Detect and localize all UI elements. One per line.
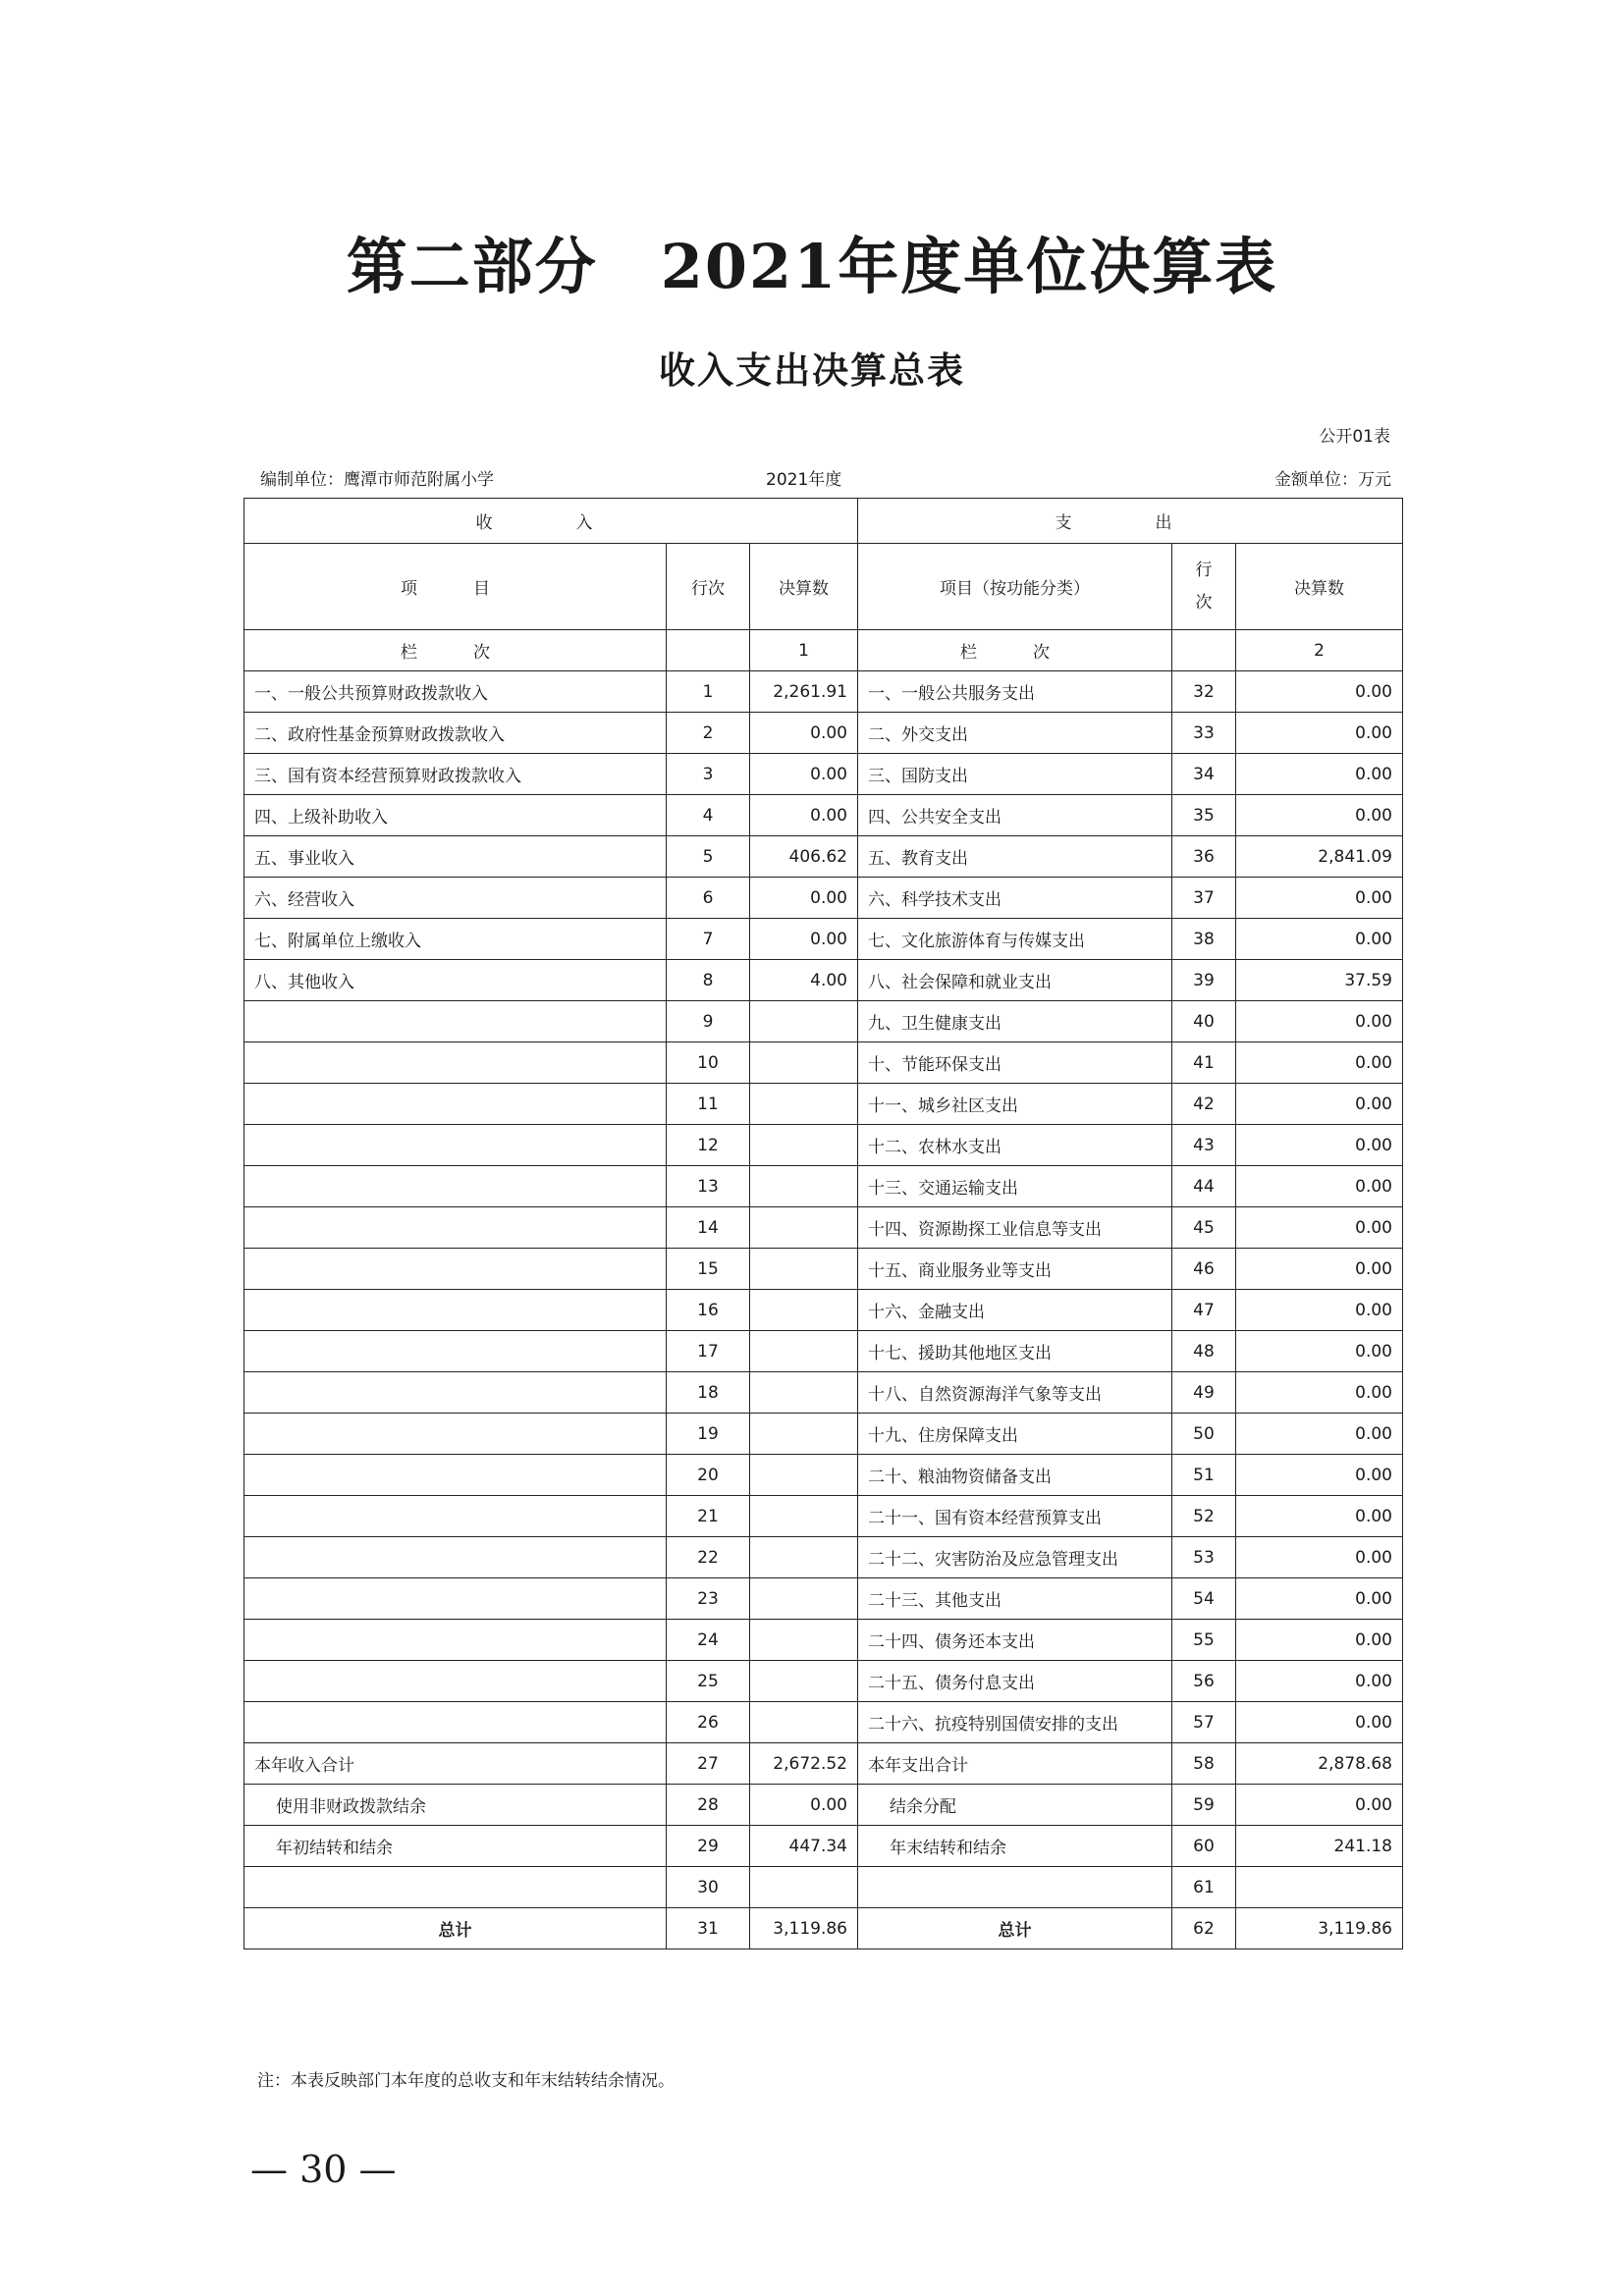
income-total-amount: 3,119.86 <box>750 1908 858 1949</box>
expense-item: 二十二、灾害防治及应急管理支出 <box>858 1537 1172 1578</box>
income-item <box>244 1125 667 1166</box>
income-amount <box>750 1414 858 1455</box>
income-row-no: 27 <box>667 1743 750 1785</box>
expense-row-no: 47 <box>1172 1290 1236 1331</box>
income-row-no: 6 <box>667 878 750 919</box>
income-row-no: 2 <box>667 713 750 754</box>
income-item <box>244 1331 667 1372</box>
fiscal-year: 2021年度 <box>766 470 842 490</box>
expense-item: 二十六、抗疫特别国债安排的支出 <box>858 1702 1172 1743</box>
income-rowno-header: 行次 <box>667 544 750 630</box>
income-item <box>244 1537 667 1578</box>
table-row <box>244 836 1403 878</box>
income-item <box>244 1249 667 1290</box>
header-row-columns <box>244 544 1403 630</box>
income-item: 七、附属单位上缴收入 <box>244 919 667 960</box>
table-row <box>244 1867 1403 1908</box>
income-row-no: 18 <box>667 1372 750 1414</box>
expense-rowno-header <box>1172 544 1236 630</box>
expense-row-no: 59 <box>1172 1785 1236 1826</box>
expense-row-no: 52 <box>1172 1496 1236 1537</box>
table-row <box>244 1207 1403 1249</box>
expense-amount: 0.00 <box>1236 1414 1403 1455</box>
expense-item: 十八、自然资源海洋气象等支出 <box>858 1372 1172 1414</box>
income-item <box>244 1661 667 1702</box>
expense-amount: 0.00 <box>1236 1455 1403 1496</box>
expense-item: 十五、商业服务业等支出 <box>858 1249 1172 1290</box>
expense-item: 十二、农林水支出 <box>858 1125 1172 1166</box>
income-row-no: 21 <box>667 1496 750 1537</box>
income-amount: 447.34 <box>750 1826 858 1867</box>
expense-item: 十、节能环保支出 <box>858 1042 1172 1084</box>
income-item <box>244 1455 667 1496</box>
expense-row-no: 44 <box>1172 1166 1236 1207</box>
expense-row-no: 48 <box>1172 1331 1236 1372</box>
expense-row-no: 34 <box>1172 754 1236 795</box>
expense-amount: 0.00 <box>1236 1372 1403 1414</box>
expense-amount: 0.00 <box>1236 1496 1403 1537</box>
expense-row-no: 60 <box>1172 1826 1236 1867</box>
income-item: 使用非财政拨款结余 <box>244 1785 667 1826</box>
table-row <box>244 919 1403 960</box>
expense-item: 十七、援助其他地区支出 <box>858 1331 1172 1372</box>
expense-item: 七、文化旅游体育与传媒支出 <box>858 919 1172 960</box>
expense-item: 十四、资源勘探工业信息等支出 <box>858 1207 1172 1249</box>
income-item <box>244 1702 667 1743</box>
expense-amount: 37.59 <box>1236 960 1403 1001</box>
table-note: 注：本表反映部门本年度的总收支和年末结转结余情况。 <box>257 2071 675 2091</box>
income-item <box>244 1578 667 1620</box>
income-amount: 406.62 <box>750 836 858 878</box>
income-amount: 0.00 <box>750 1785 858 1826</box>
income-amount <box>750 1331 858 1372</box>
income-row-no: 11 <box>667 1084 750 1125</box>
form-code: 公开01表 <box>1319 427 1390 447</box>
page-title: 第二部分 2021年度单位决算表 <box>346 231 1278 302</box>
expense-item: 十九、住房保障支出 <box>858 1414 1172 1455</box>
table-row <box>244 1249 1403 1290</box>
table-row <box>244 671 1403 713</box>
income-row-no: 7 <box>667 919 750 960</box>
expense-amount: 0.00 <box>1236 713 1403 754</box>
income-amount: 4.00 <box>750 960 858 1001</box>
expense-row-no: 49 <box>1172 1372 1236 1414</box>
header-row-column-index <box>244 630 1403 671</box>
expense-item: 四、公共安全支出 <box>858 795 1172 836</box>
table-row <box>244 878 1403 919</box>
table-row <box>244 1826 1403 1867</box>
expense-amount: 0.00 <box>1236 1578 1403 1620</box>
expense-row-no: 39 <box>1172 960 1236 1001</box>
expense-row-no: 58 <box>1172 1743 1236 1785</box>
income-amount: 0.00 <box>750 713 858 754</box>
income-row-no: 23 <box>667 1578 750 1620</box>
income-item <box>244 1001 667 1042</box>
table-row <box>244 1496 1403 1537</box>
income-item <box>244 1084 667 1125</box>
income-item: 一、一般公共预算财政拨款收入 <box>244 671 667 713</box>
expense-amount: 0.00 <box>1236 1620 1403 1661</box>
expense-row-no: 37 <box>1172 878 1236 919</box>
income-amount: 0.00 <box>750 919 858 960</box>
table-row <box>244 1290 1403 1331</box>
table-row <box>244 1166 1403 1207</box>
income-item <box>244 1042 667 1084</box>
income-amount <box>750 1084 858 1125</box>
expense-header: 支 出 <box>858 499 1403 544</box>
income-item: 年初结转和结余 <box>244 1826 667 1867</box>
income-amount <box>750 1578 858 1620</box>
expense-amount: 0.00 <box>1236 1207 1403 1249</box>
expense-item: 本年支出合计 <box>858 1743 1172 1785</box>
expense-item: 十三、交通运输支出 <box>858 1166 1172 1207</box>
income-amount <box>750 1372 858 1414</box>
income-amount: 0.00 <box>750 754 858 795</box>
income-row-no: 24 <box>667 1620 750 1661</box>
preparing-unit: 编制单位：鹰潭市师范附属小学 <box>260 470 494 490</box>
expense-row-no: 38 <box>1172 919 1236 960</box>
expense-item: 一、一般公共服务支出 <box>858 671 1172 713</box>
expense-amount <box>1236 1867 1403 1908</box>
expense-row-no: 56 <box>1172 1661 1236 1702</box>
expense-row-no: 54 <box>1172 1578 1236 1620</box>
income-amount <box>750 1207 858 1249</box>
amount-unit: 金额单位：万元 <box>1274 470 1391 490</box>
expense-amount: 0.00 <box>1236 754 1403 795</box>
income-item: 二、政府性基金预算财政拨款收入 <box>244 713 667 754</box>
expense-row-no: 35 <box>1172 795 1236 836</box>
income-amount: 2,672.52 <box>750 1743 858 1785</box>
income-amount <box>750 1620 858 1661</box>
income-amount <box>750 1001 858 1042</box>
income-col-label: 栏 次 <box>244 630 667 671</box>
expense-item: 二十三、其他支出 <box>858 1578 1172 1620</box>
income-row-no: 9 <box>667 1001 750 1042</box>
expense-item-header: 项目（按功能分类） <box>858 544 1172 630</box>
table-row <box>244 960 1403 1001</box>
table-row <box>244 1455 1403 1496</box>
expense-amount: 0.00 <box>1236 1331 1403 1372</box>
page-number: — 30 — <box>250 2148 397 2191</box>
table-row <box>244 1620 1403 1661</box>
expense-item: 二十五、债务付息支出 <box>858 1661 1172 1702</box>
expense-rowno-header-line1: 行 <box>1195 561 1213 581</box>
expense-amount: 0.00 <box>1236 1001 1403 1042</box>
expense-item: 二、外交支出 <box>858 713 1172 754</box>
expense-col-rowno-blank <box>1172 630 1236 671</box>
table-row <box>244 754 1403 795</box>
income-item: 四、上级补助收入 <box>244 795 667 836</box>
income-amount <box>750 1166 858 1207</box>
table-row <box>244 1743 1403 1785</box>
expense-row-no: 32 <box>1172 671 1236 713</box>
expense-row-no: 45 <box>1172 1207 1236 1249</box>
table-row <box>244 1578 1403 1620</box>
expense-amount: 0.00 <box>1236 1785 1403 1826</box>
income-item <box>244 1290 667 1331</box>
income-row-no: 14 <box>667 1207 750 1249</box>
expense-row-no: 42 <box>1172 1084 1236 1125</box>
income-row-no: 29 <box>667 1826 750 1867</box>
expense-item: 二十四、债务还本支出 <box>858 1620 1172 1661</box>
expense-row-no: 41 <box>1172 1042 1236 1084</box>
table-title: 收入支出决算总表 <box>659 349 965 392</box>
income-amount <box>750 1537 858 1578</box>
income-item: 本年收入合计 <box>244 1743 667 1785</box>
income-row-no: 16 <box>667 1290 750 1331</box>
income-row-no: 22 <box>667 1537 750 1578</box>
income-row-no: 13 <box>667 1166 750 1207</box>
expense-row-no: 51 <box>1172 1455 1236 1496</box>
table-row <box>244 1702 1403 1743</box>
meta-line <box>260 465 1391 489</box>
income-item <box>244 1372 667 1414</box>
expense-amount: 0.00 <box>1236 1042 1403 1084</box>
income-item <box>244 1496 667 1537</box>
income-header: 收 入 <box>244 499 858 544</box>
income-item: 八、其他收入 <box>244 960 667 1001</box>
table-row <box>244 1537 1403 1578</box>
income-row-no: 20 <box>667 1455 750 1496</box>
expense-item: 六、科学技术支出 <box>858 878 1172 919</box>
expense-total-row-no: 62 <box>1172 1908 1236 1949</box>
income-row-no: 8 <box>667 960 750 1001</box>
income-total-row-no: 31 <box>667 1908 750 1949</box>
income-amount <box>750 1249 858 1290</box>
income-row-no: 15 <box>667 1249 750 1290</box>
income-amount <box>750 1042 858 1084</box>
income-row-no: 5 <box>667 836 750 878</box>
expense-item <box>858 1867 1172 1908</box>
expense-amount: 0.00 <box>1236 1537 1403 1578</box>
income-amount <box>750 1455 858 1496</box>
income-item: 五、事业收入 <box>244 836 667 878</box>
income-item-header: 项 目 <box>244 544 667 630</box>
income-item: 六、经营收入 <box>244 878 667 919</box>
income-row-no: 1 <box>667 671 750 713</box>
expense-item: 五、教育支出 <box>858 836 1172 878</box>
table-row <box>244 795 1403 836</box>
table-row <box>244 1661 1403 1702</box>
income-amount <box>750 1867 858 1908</box>
income-row-no: 19 <box>667 1414 750 1455</box>
income-row-no: 28 <box>667 1785 750 1826</box>
expense-row-no: 40 <box>1172 1001 1236 1042</box>
income-amount: 0.00 <box>750 795 858 836</box>
expense-item: 十六、金融支出 <box>858 1290 1172 1331</box>
income-row-no: 10 <box>667 1042 750 1084</box>
income-amount-header: 决算数 <box>750 544 858 630</box>
table-row <box>244 1331 1403 1372</box>
expense-amount: 0.00 <box>1236 919 1403 960</box>
expense-item: 三、国防支出 <box>858 754 1172 795</box>
income-item <box>244 1867 667 1908</box>
header-row-section <box>244 499 1403 544</box>
income-item <box>244 1414 667 1455</box>
table-row <box>244 1372 1403 1414</box>
expense-row-no: 61 <box>1172 1867 1236 1908</box>
expense-item: 九、卫生健康支出 <box>858 1001 1172 1042</box>
income-amount <box>750 1290 858 1331</box>
expense-item: 二十、粮油物资储备支出 <box>858 1455 1172 1496</box>
expense-row-no: 46 <box>1172 1249 1236 1290</box>
expense-col-index: 2 <box>1236 630 1403 671</box>
expense-col-label: 栏 次 <box>858 630 1172 671</box>
expense-amount: 241.18 <box>1236 1826 1403 1867</box>
expense-item: 八、社会保障和就业支出 <box>858 960 1172 1001</box>
income-amount: 0.00 <box>750 878 858 919</box>
expense-amount: 0.00 <box>1236 1125 1403 1166</box>
expense-item: 十一、城乡社区支出 <box>858 1084 1172 1125</box>
income-item: 三、国有资本经营预算财政拨款收入 <box>244 754 667 795</box>
expense-amount: 0.00 <box>1236 1661 1403 1702</box>
income-item <box>244 1207 667 1249</box>
income-row-no: 3 <box>667 754 750 795</box>
table-row <box>244 1414 1403 1455</box>
expense-amount: 2,878.68 <box>1236 1743 1403 1785</box>
expense-row-no: 53 <box>1172 1537 1236 1578</box>
expense-total-amount: 3,119.86 <box>1236 1908 1403 1949</box>
expense-amount: 0.00 <box>1236 1084 1403 1125</box>
income-amount <box>750 1702 858 1743</box>
income-row-no: 26 <box>667 1702 750 1743</box>
expense-amount: 0.00 <box>1236 795 1403 836</box>
table-row <box>244 1125 1403 1166</box>
income-row-no: 30 <box>667 1867 750 1908</box>
expense-row-no: 57 <box>1172 1702 1236 1743</box>
income-row-no: 17 <box>667 1331 750 1372</box>
expense-row-no: 55 <box>1172 1620 1236 1661</box>
expense-item: 年末结转和结余 <box>858 1826 1172 1867</box>
total-row <box>244 1908 1403 1949</box>
expense-amount: 0.00 <box>1236 878 1403 919</box>
table-row <box>244 1084 1403 1125</box>
expense-row-no: 43 <box>1172 1125 1236 1166</box>
expense-row-no: 36 <box>1172 836 1236 878</box>
income-item <box>244 1166 667 1207</box>
expense-total-label: 总计 <box>858 1908 1172 1949</box>
expense-amount: 0.00 <box>1236 1290 1403 1331</box>
expense-item: 结余分配 <box>858 1785 1172 1826</box>
income-total-label: 总计 <box>244 1908 667 1949</box>
table-row <box>244 1001 1403 1042</box>
income-row-no: 25 <box>667 1661 750 1702</box>
income-amount: 2,261.91 <box>750 671 858 713</box>
income-amount <box>750 1661 858 1702</box>
income-col-index: 1 <box>750 630 858 671</box>
table-row <box>244 1785 1403 1826</box>
table-row <box>244 713 1403 754</box>
expense-row-no: 33 <box>1172 713 1236 754</box>
budget-table <box>244 498 1403 1949</box>
expense-row-no: 50 <box>1172 1414 1236 1455</box>
expense-amount-header: 决算数 <box>1236 544 1403 630</box>
expense-amount: 2,841.09 <box>1236 836 1403 878</box>
income-row-no: 12 <box>667 1125 750 1166</box>
income-row-no: 4 <box>667 795 750 836</box>
income-amount <box>750 1125 858 1166</box>
income-amount <box>750 1496 858 1537</box>
expense-amount: 0.00 <box>1236 1249 1403 1290</box>
expense-amount: 0.00 <box>1236 1702 1403 1743</box>
expense-rowno-header-line2: 次 <box>1195 592 1213 613</box>
expense-amount: 0.00 <box>1236 671 1403 713</box>
table-row <box>244 1042 1403 1084</box>
expense-amount: 0.00 <box>1236 1166 1403 1207</box>
income-col-rowno-blank <box>667 630 750 671</box>
expense-item: 二十一、国有资本经营预算支出 <box>858 1496 1172 1537</box>
income-item <box>244 1620 667 1661</box>
